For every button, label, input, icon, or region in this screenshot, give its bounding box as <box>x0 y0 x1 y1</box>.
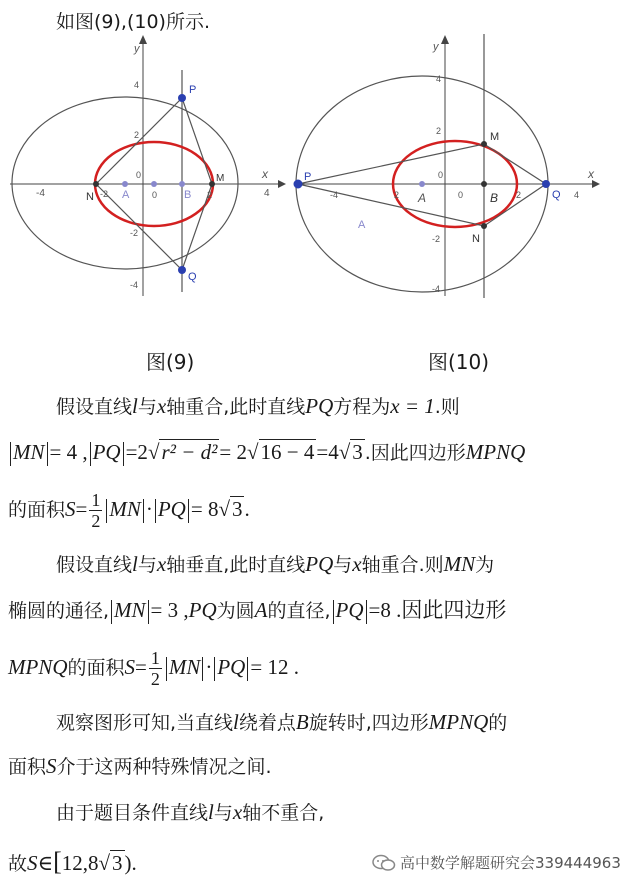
fig9-point-m <box>209 181 215 187</box>
fig9-tick-neg4: -4 <box>36 188 45 199</box>
fig9-label-m: M <box>216 173 225 184</box>
fig9-point-b <box>179 181 185 187</box>
fig10-tick-neg2: 2 <box>394 190 400 200</box>
fig9-label-b: B <box>184 189 192 201</box>
fig10-label-region-a: A <box>358 219 366 231</box>
fig10-point-p <box>294 180 303 189</box>
fig9-point-p <box>178 94 186 102</box>
wechat-icon <box>372 854 396 872</box>
para1-line3: 的面积S= $\frac{1}{2}$ MN · PQ = 8√3. <box>8 490 250 531</box>
fig10-caption: 图(10) <box>428 350 490 374</box>
para2-line1: 假设直线l与x轴垂直,此时直线PQ与x轴重合.则MN为 <box>56 552 495 576</box>
fig10-tick-y2: 2 <box>436 126 442 136</box>
fig9-label-a: A <box>122 189 130 201</box>
fig9-point-origin <box>151 181 157 187</box>
fig9-caption: 图(9) <box>146 350 195 374</box>
watermark-text: 高中数学解题研究会339444963 <box>400 854 621 872</box>
para5-line: 故S∈[12,8√3). <box>8 847 137 876</box>
para2-line2: 椭圆的通径, MN = 3 ,PQ为圆A的直径, PQ =8 .因此四边形 <box>8 598 507 622</box>
para1-line1: 假设直线l与x轴重合,此时直线PQ方程为x = 1.则 <box>56 394 460 418</box>
fig9-tick-origin: 0 <box>136 170 142 180</box>
fig10-tick-neg4: -4 <box>330 190 339 200</box>
fig10-tick-4: 4 <box>574 190 580 200</box>
fig9-tick-0: 0 <box>152 190 158 200</box>
fig10-tick-2: 2 <box>516 190 522 200</box>
intro-text: 如图(9),(10)所示. <box>56 11 210 33</box>
fig10-label-y: y <box>433 41 439 53</box>
para3-line1: 观察图形可知,当直线l绕着点B旋转时,四边形MPNQ的 <box>56 710 508 734</box>
fig9-tick-yneg2: -2 <box>130 228 139 238</box>
fig10-label-a: A <box>418 191 427 205</box>
fig10-point-m <box>481 141 487 147</box>
figure-10 <box>290 30 610 300</box>
fig9-label-q: Q <box>188 271 197 283</box>
fig10-tick-yneg2: -2 <box>432 234 441 244</box>
fig10-tick-0: 0 <box>458 190 464 200</box>
fig10-label-b: B <box>490 191 499 205</box>
para2-line3: MPNQ的面积S= $\frac{1}{2}$ MN · PQ = 12 . <box>8 648 299 689</box>
fig10-tick-yneg4: -4 <box>432 284 441 294</box>
fig10-tick-origin: 0 <box>438 170 444 180</box>
fig10-label-x: x <box>588 167 594 181</box>
fig10-label-m: M <box>490 131 500 143</box>
figure-9 <box>0 30 300 300</box>
fig10-label-q: Q <box>552 189 561 201</box>
fig10-label-n: N <box>472 233 480 245</box>
fig9-tick-2: 2 <box>207 190 213 200</box>
fig9-tick-y2: 2 <box>134 130 140 140</box>
fig9-tick-4: 4 <box>264 188 270 199</box>
fig10-point-q <box>542 180 550 188</box>
fig9-label-n: N <box>86 191 94 203</box>
fig9-point-n <box>93 181 99 187</box>
fig10-point-b <box>481 181 487 187</box>
fig9-tick-neg2: -2 <box>100 189 109 199</box>
fig9-label-x: x <box>262 167 268 181</box>
fig10-tick-y4: 4 <box>436 74 442 84</box>
fig9-tick-y4: 4 <box>134 80 140 90</box>
para4-line: 由于题目条件直线l与x轴不重合, <box>56 800 325 824</box>
fig10-point-n <box>481 223 487 229</box>
fig9-tick-yneg4: -4 <box>130 280 139 290</box>
para3-line2: 面积S介于这两种特殊情况之间. <box>8 754 272 778</box>
fig10-point-a <box>419 181 425 187</box>
fig9-point-a <box>122 181 128 187</box>
fig9-point-q <box>178 266 186 274</box>
para1-line2: MN = 4 , PQ =2√r² − d²= 2√16 − 4=4√3 .因此四边形MPNQ <box>8 440 640 466</box>
fig10-label-p: P <box>304 171 312 183</box>
fig9-label-y: y <box>134 43 140 55</box>
watermark <box>372 852 634 874</box>
fig9-label-p: P <box>189 84 197 96</box>
